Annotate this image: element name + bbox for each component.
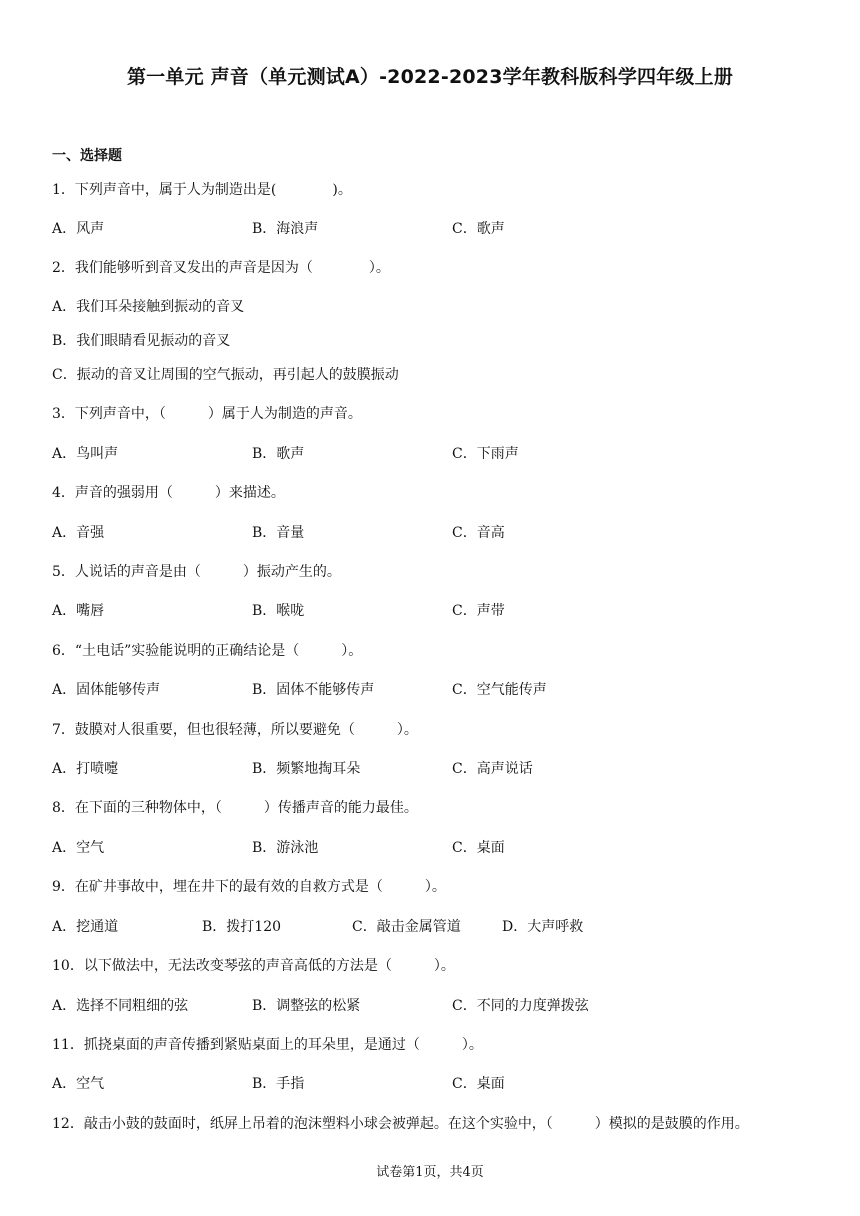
q5-option-b: B．喉咙 [252,603,305,619]
question-12: 12．敲击小鼓的鼓面时，纸屏上吊着的泡沫塑料小球会被弹起。在这个实验中，（ ）模拟的是鼓膜的作用。 [52,1116,749,1132]
q8-option-a: A．空气 [52,840,105,856]
q8-option-b: B．游泳池 [252,840,319,856]
q6-option-b: B．固体不能够传声 [252,682,375,698]
q7-option-a: A．打喷嚏 [52,761,119,777]
q5-option-c: C．声带 [452,603,505,619]
q11-option-b: B．手指 [252,1076,305,1092]
q10-option-b: B．调整弦的松紧 [252,998,361,1014]
question-10: 10．以下做法中，无法改变琴弦的声音高低的方法是（ ）。 [52,958,455,974]
question-5: 5．人说话的声音是由（ ）振动产生的。 [52,564,341,580]
q3-option-a: A．鸟叫声 [52,446,119,462]
q9-option-a: A．挖通道 [52,919,119,935]
q3-option-c: C．下雨声 [452,446,519,462]
q9-option-b: B．拨打120 [202,919,282,935]
question-7: 7．鼓膜对人很重要，但也很轻薄，所以要避免（ ）。 [52,722,418,738]
q8-option-c: C．桌面 [452,840,505,856]
question-11: 11．抓挠桌面的声音传播到紧贴桌面上的耳朵里，是通过（ ）。 [52,1037,483,1053]
q2-option-b: B．我们眼睛看见振动的音叉 [52,333,231,349]
q10-option-c: C．不同的力度弹拨弦 [452,998,589,1014]
question-1: 1．下列声音中，属于人为制造出是( )。 [52,182,352,198]
question-9: 9．在矿井事故中，埋在井下的最有效的自救方式是（ ）。 [52,879,446,895]
q1-option-a: A．风声 [52,221,105,237]
section-heading: 一、选择题 [52,148,122,164]
q9-option-c: C．敲击金属管道 [352,919,461,935]
q11-option-a: A．空气 [52,1076,105,1092]
q2-option-a: A．我们耳朵接触到振动的音叉 [52,299,245,315]
question-4: 4．声音的强弱用（ ）来描述。 [52,485,285,501]
q4-option-c: C．音高 [452,525,505,541]
question-8: 8．在下面的三种物体中，（ ）传播声音的能力最佳。 [52,800,418,816]
question-3: 3．下列声音中，（ ）属于人为制造的声音。 [52,406,362,422]
question-2: 2．我们能够听到音叉发出的声音是因为（ ）。 [52,260,390,276]
q5-option-a: A．嘴唇 [52,603,105,619]
page-title: 第一单元 声音（单元测试A）-2022-2023学年教科版科学四年级上册 [126,66,734,88]
q11-option-c: C．桌面 [452,1076,505,1092]
q3-option-b: B．歌声 [252,446,305,462]
q1-option-c: C．歌声 [452,221,505,237]
question-6: 6．“土电话”实验能说明的正确结论是（ ）。 [52,643,363,659]
q7-option-b: B．频繁地掏耳朵 [252,761,361,777]
q10-option-a: A．选择不同粗细的弦 [52,998,189,1014]
q7-option-c: C．高声说话 [452,761,533,777]
q9-option-d: D．大声呼救 [502,919,584,935]
q1-option-b: B．海浪声 [252,221,319,237]
q4-option-b: B．音量 [252,525,305,541]
q4-option-a: A．音强 [52,525,105,541]
q2-option-c: C．振动的音叉让周围的空气振动，再引起人的鼓膜振动 [52,367,399,383]
page-footer: 试卷第1页，共4页 [376,1165,484,1180]
q6-option-c: C．空气能传声 [452,682,547,698]
q6-option-a: A．固体能够传声 [52,682,161,698]
